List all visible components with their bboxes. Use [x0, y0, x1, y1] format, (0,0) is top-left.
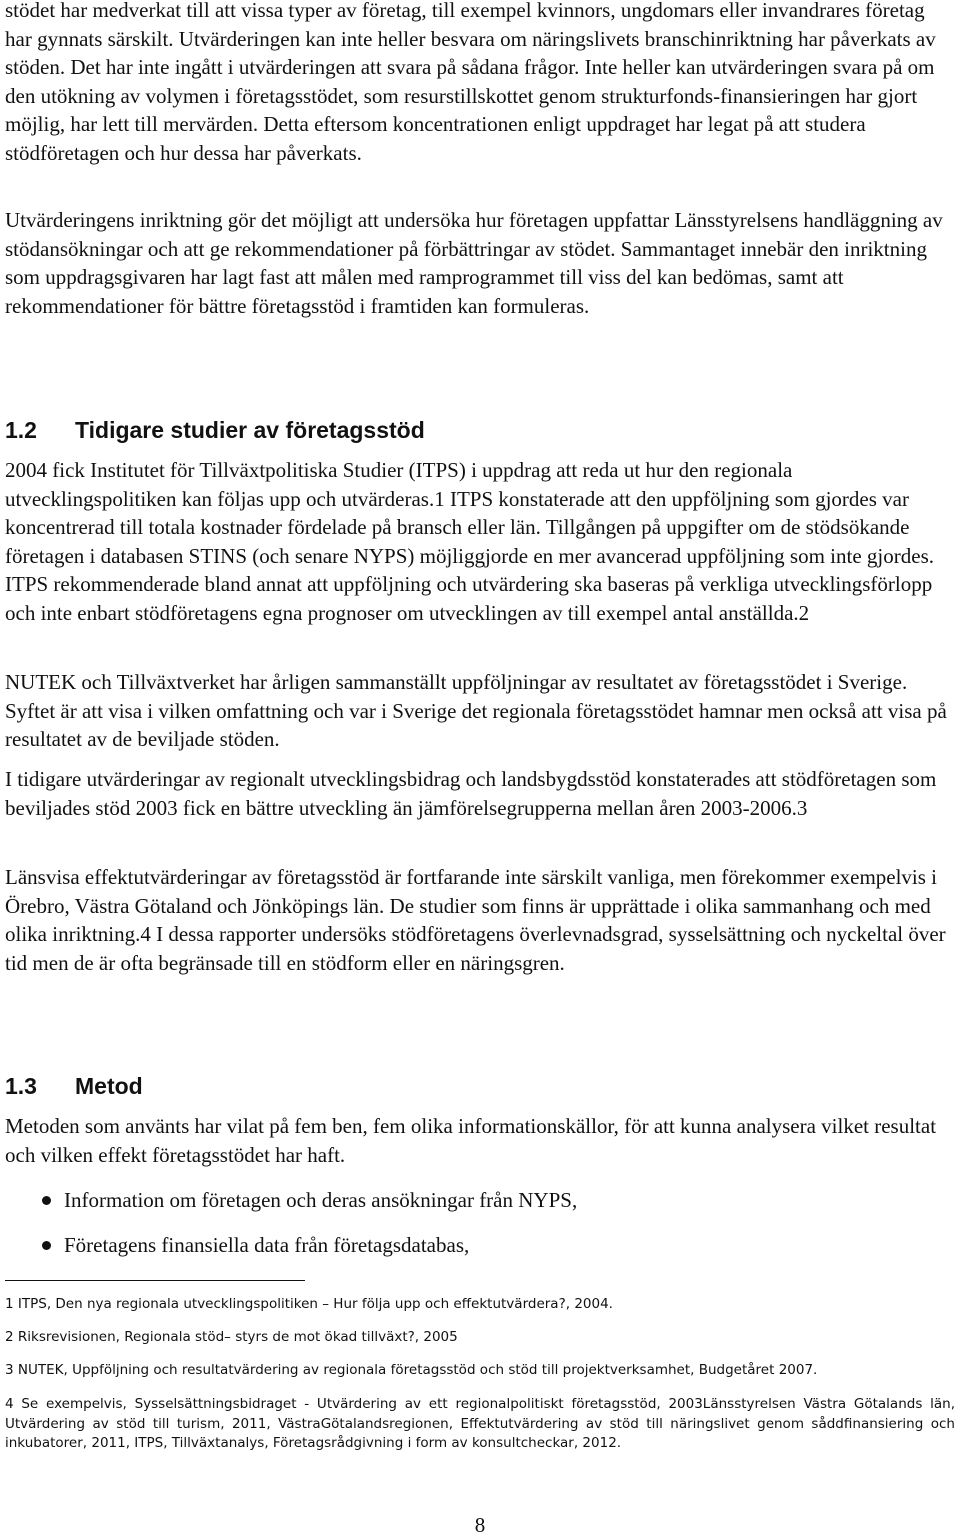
- paragraph-county-evaluations: Länsvisa effektutvärderingar av företagsstöd är fortfarande inte särskilt vanliga, men förekommer exempelvis i Örebro, Västra Götaland och Jönköpings län. De studier som finns är upprättade i olika sammanhang och med olika inriktning.4 I dessa rapporter undersöks stödföretagens överlevnadsgrad, sysselsättning och nyckeltal över tid men de är ofta begränsade till en stödform eller en näringsgren.: [5, 865, 946, 975]
- footnote-separator: [5, 1280, 305, 1281]
- list-item-text: Information om företagen och deras ansökningar från NYPS,: [64, 1188, 578, 1212]
- footnote-2: 2 Riksrevisionen, Regionala stöd– styrs de mot ökad tillväxt?, 2005: [5, 1329, 458, 1345]
- list-item-text: Företagens finansiella data från företagsdatabas,: [64, 1233, 470, 1257]
- list-item: [5, 1186, 945, 1231]
- list-item: [5, 1231, 945, 1276]
- page-number: 8: [474, 1513, 486, 1537]
- paragraph-method-intro: Metoden som använts har vilat på fem ben, fem olika informationskällor, för att kunna analysera vilket resultat och vilken effekt företagsstödet har haft.: [5, 1114, 937, 1167]
- paragraph-limitations: stödet har medverkat till att vissa typer av företag, till exempel kvinnors, ungdomars eller invandrares företag har gynnats särskilt. Utvärderingen kan inte heller besvara om näringslivets branschinriktning har påverkats av stöden. Det har inte ingått i utvärderingen att svara på sådana frågor. Inte heller kan utvärderingen svara på om den utökning av volymen i företagsstödet, som resurstillskottet genom strukturfonds-finansieringen har gjort möjlig, har lett till mervärden. Detta eftersom koncentrationen enligt uppdraget har legat på att studera stödföretagen och hur dessa har påverkats.: [5, 0, 936, 165]
- section-number: 1.2: [5, 417, 37, 443]
- paragraph-itps-study: 2004 fick Institutet för Tillväxtpolitiska Studier (ITPS) i uppdrag att reda ut hur den regionala utvecklingspolitiken kan följas upp och utvärderas.1 ITPS konstaterade att den uppföljning som gjordes var koncentrerad till totala kostnader fördelade på bransch eller län. Tillgången på uppgifter om de stödsökande företagen i databasen STINS (och senare NYPS) möjliggjorde en mer avancerad uppföljning som inte gjordes. ITPS rekommenderade bland annat att uppföljning och utvärdering ska baseras på verkliga utvecklingsförlopp och inte enbart stödföretagens egna prognoser om utvecklingen av till exempel antal anställda.2: [5, 458, 934, 625]
- paragraph-earlier-evaluations: I tidigare utvärderingar av regionalt utvecklingsbidrag och landsbygdsstöd konstaterades att stödföretagen som beviljades stöd 2003 fick en bättre utveckling än jämförelsegrupperna mellan åren 2003-2006.3: [5, 767, 937, 820]
- paragraph-nutek-followup: NUTEK och Tillväxtverket har årligen sammanställt uppföljningar av resultatet av företagsstödet i Sverige. Syftet är att visa i vilken omfattning och var i Sverige det regionala företagsstödet hamnar men också att visa på resultatet av de beviljade stöden.: [5, 670, 947, 752]
- section-heading-method: [5, 1072, 143, 1100]
- method-sources-list: [5, 1186, 945, 1276]
- section-title: Tidigare studier av företagsstöd: [75, 417, 425, 443]
- bullet-icon: [42, 1241, 51, 1250]
- section-number: 1.3: [5, 1073, 37, 1099]
- section-title: Metod: [75, 1073, 143, 1099]
- footnote-4: 4 Se exempelvis, Sysselsättningsbidraget - Utvärdering av ett regionalpolitiskt företagsstöd, 2003Länsstyrelsen Västra Götalands län, Utvärdering av stöd till turism, 2011, VästraGötalandsregionen, Effektutvärdering av stöd till näringslivet genom såddfinansiering och inkubatorer, 2011, ITPS, Tillväxtanalys, Företagsrådgivning i form av konsultcheckar, 2012.: [5, 1396, 955, 1451]
- bullet-icon: [42, 1196, 51, 1205]
- footnote-1: 1 ITPS, Den nya regionala utvecklingspolitiken – Hur följa upp och effektutvärdera?, 2004.: [5, 1296, 613, 1312]
- footnote-3: 3 NUTEK, Uppföljning och resultatvärdering av regionala företagsstöd och stöd till projektverksamhet, Budgetåret 2007.: [5, 1362, 818, 1378]
- paragraph-evaluation-focus: Utvärderingens inriktning gör det möjligt att undersöka hur företagen uppfattar Länsstyrelsens handläggning av stödansökningar och att ge rekommendationer på förbättringar av stödet. Sammantaget innebär den inriktning som uppdragsgivaren har lagt fast att målen med ramprogrammet till viss del kan bedömas, samt att rekommendationer för bättre företagsstöd i framtiden kan formuleras.: [5, 208, 943, 318]
- section-heading-previous-studies: [5, 416, 425, 444]
